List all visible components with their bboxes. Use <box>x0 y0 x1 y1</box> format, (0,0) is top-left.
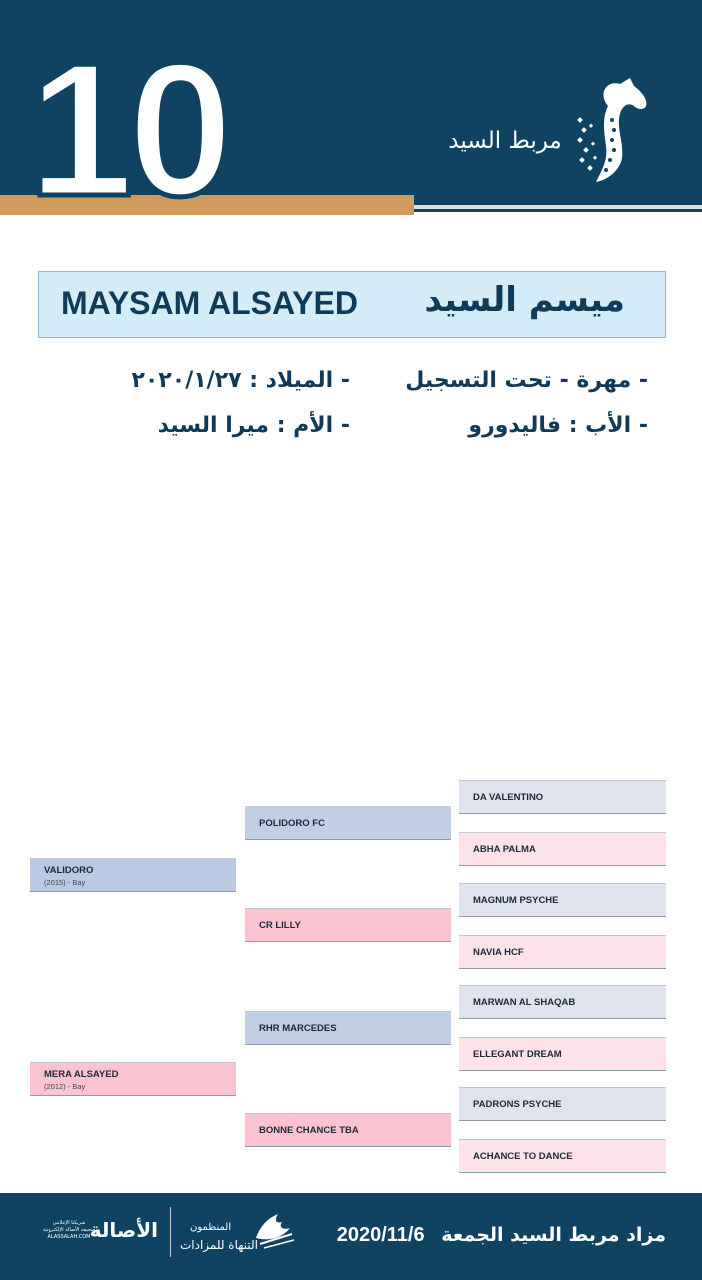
media-partner-line1: شريكنا الإعلامي <box>52 1220 86 1226</box>
partner-logo-text: الأصالة <box>89 1218 158 1242</box>
pedigree-gen3-7 <box>459 1087 666 1121</box>
pedigree-sire-dam <box>245 908 451 942</box>
media-partner-line2: صحيفة الأصالة الإلكترونية <box>42 1227 96 1233</box>
partner-logo-icon <box>89 1218 158 1248</box>
pedigree-gen3-name: ABHA PALMA <box>473 844 536 855</box>
pedigree-gen2-name: CR LILLY <box>259 920 301 931</box>
pedigree-sire-name: VALIDORO <box>44 865 94 876</box>
info-birth-date: - الميلاد : ٢٠٢٠/١/٢٧ <box>131 368 350 393</box>
farm-name: مربط السيد <box>448 128 562 154</box>
arabian-horse-head-logo-icon <box>568 72 652 184</box>
media-partner-line3: ALASSALAH.COM <box>47 1234 91 1240</box>
pedigree-sire <box>30 858 236 892</box>
pedigree-gen3-name: NAVIA HCF <box>473 947 524 958</box>
pedigree-dam-name: MERA ALSAYED <box>44 1069 119 1080</box>
pedigree-gen3-name: PADRONS PSYCHE <box>473 1099 562 1110</box>
pedigree-dam <box>30 1062 236 1096</box>
pedigree-gen3-8 <box>459 1139 666 1173</box>
pedigree-gen2-name: BONNE CHANCE TBA <box>259 1125 359 1136</box>
pedigree-gen3-name: ELLEGANT DREAM <box>473 1049 562 1060</box>
pedigree-sire-detail: (2015) - Bay <box>44 878 86 887</box>
pedigree-gen3-2 <box>459 832 666 866</box>
footer-event-date: 2020/11/6 <box>336 1224 425 1246</box>
pedigree-gen3-3 <box>459 883 666 917</box>
pedigree-gen3-name: ACHANCE TO DANCE <box>473 1151 573 1162</box>
horse-name-arabic: ميسم السيد <box>424 280 625 320</box>
info-dam: - الأم : ميرا السيد <box>157 413 350 438</box>
pedigree-gen3-6 <box>459 1037 666 1071</box>
media-partner-text <box>38 1220 100 1241</box>
footer-event-line <box>337 1224 666 1247</box>
pedigree-dam-sire <box>245 1011 451 1045</box>
pedigree-gen3-5 <box>459 985 666 1019</box>
pedigree-gen3-name: MARWAN AL SHAQAB <box>473 997 576 1008</box>
pedigree-dam-dam <box>245 1113 451 1147</box>
info-sex-registration: - مهرة - تحت التسجيل <box>405 368 648 393</box>
pedigree-dam-detail: (2012) - Bay <box>44 1082 86 1091</box>
pedigree-sire-sire <box>245 806 451 840</box>
lot-number: 10 <box>28 24 228 236</box>
footer-event-name: مزاد مربط السيد الجمعة <box>441 1224 666 1246</box>
organizer-name: التنهاة للمزادات <box>180 1238 259 1252</box>
pedigree-gen2-name: RHR MARCEDES <box>259 1023 337 1034</box>
pedigree-gen3-1 <box>459 780 666 814</box>
horse-name-box <box>38 271 666 338</box>
pedigree-gen3-name: MAGNUM PSYCHE <box>473 895 559 906</box>
pedigree-gen2-name: POLIDORO FC <box>259 818 325 829</box>
pedigree-gen3-4 <box>459 935 666 969</box>
horse-name-english: MAYSAM ALSAYED <box>61 285 358 321</box>
pedigree-gen3-name: DA VALENTINO <box>473 792 544 803</box>
footer-divider <box>170 1207 171 1257</box>
organizer-label: المنظمون <box>190 1222 232 1233</box>
info-sire: - الأب : فاليدورو <box>468 413 648 438</box>
